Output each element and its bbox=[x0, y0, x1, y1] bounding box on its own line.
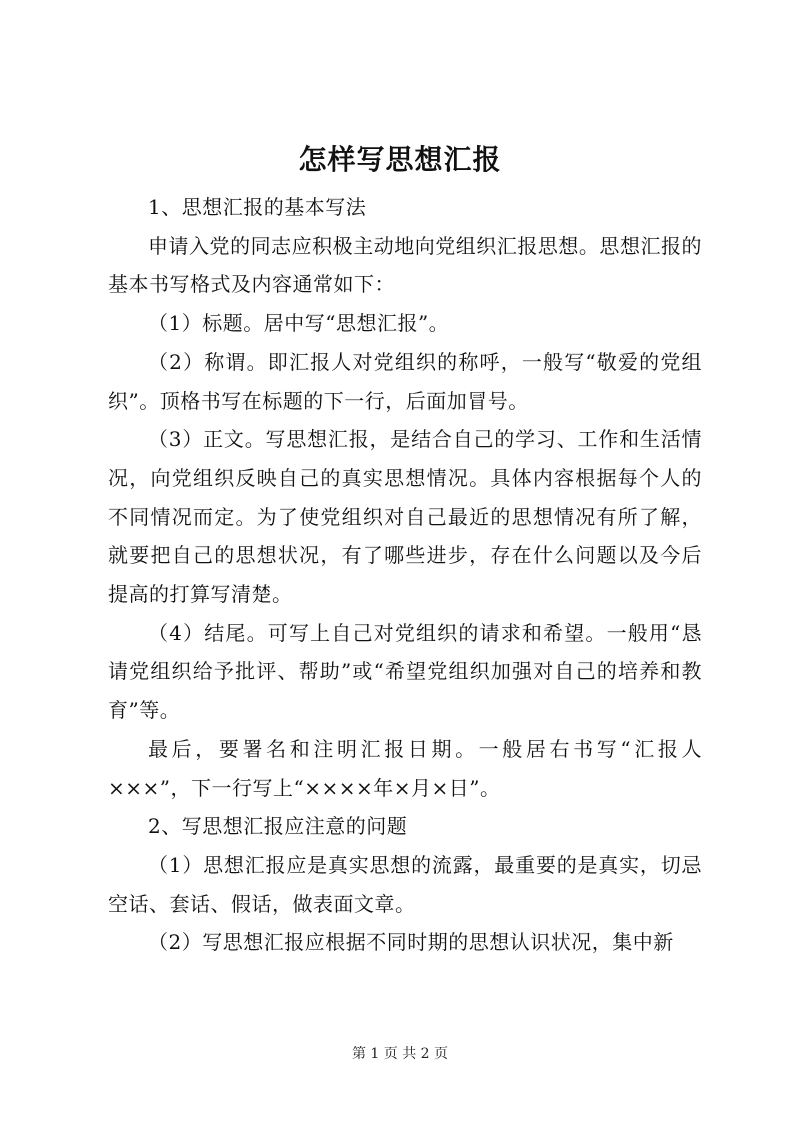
body-paragraph: （3）正文。写思想汇报，是结合自己的学习、工作和生活情况，向党组织反映自己的真实思想情况。具体内容根据每个人的不同情况而定。为了使党组织对自己最近的思想情况有所了解，就要把自己的思想状况，有了哪些进步，存在什么问题以及今后提高的打算写清楚。 bbox=[108, 427, 702, 607]
page-footer: 第 1 页 共 2 页 bbox=[351, 1046, 449, 1062]
body-paragraph: （2）写思想汇报应根据不同时期的思想认识状况，集中新 bbox=[148, 930, 674, 955]
body-paragraph: 申请入党的同志应积极主动地向党组织汇报思想。思想汇报的基本书写格式及内容通常如下： bbox=[108, 233, 702, 297]
body-paragraph: （1）思想汇报应是真实思想的流露，最重要的是真实，切忌空话、套话、假话，做表面文章。 bbox=[108, 852, 702, 916]
document-body bbox=[108, 188, 702, 962]
section-heading-2: 2、写思想汇报应注意的问题 bbox=[148, 814, 408, 839]
body-paragraph: （2）称谓。即汇报人对党组织的称呼，一般写“敬爱的党组织”。顶格书写在标题的下一行，后面加冒号。 bbox=[108, 349, 702, 413]
body-paragraph: 最后，要署名和注明汇报日期。一般居右书写“汇报人×××”，下一行写上“××××年×月×日”。 bbox=[108, 736, 702, 800]
body-paragraph: （1）标题。居中写“思想汇报”。 bbox=[148, 311, 450, 336]
body-paragraph: （4）结尾。可写上自己对党组织的请求和希望。一般用“恳请党组织给予批评、帮助”或“希望党组织加强对自己的培养和教育”等。 bbox=[108, 620, 702, 723]
section-heading-1: 1、思想汇报的基本写法 bbox=[148, 195, 367, 219]
document-title: 怎样写思想汇报 bbox=[298, 143, 502, 176]
